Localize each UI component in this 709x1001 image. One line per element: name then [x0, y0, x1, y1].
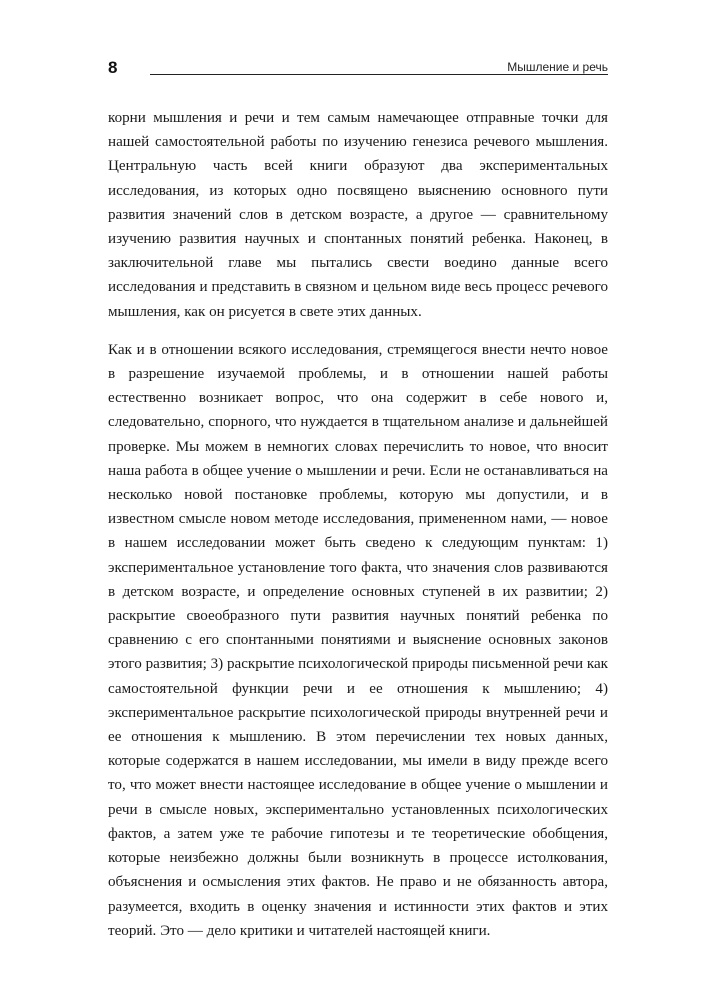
paragraph-2: Как и в отношении всякого исследования, стремящегося внести нечто новое в разрешение изучаемой проблемы, и в отношении нашей работы естественно возникает вопрос, что она содержит в себе нового и, следовательно, спорного, что нуждается в тщательном анализе и дальнейшей проверке. Мы можем в немногих словах перечислить то новое, что вносит наша работа в общее учение о мышлении и речи. Если не останавливаться на несколько новой постановке проблемы, которую мы допустили, и в известном смысле новом методе исследования, примененном нами, — новое в нашем исследовании может быть сведено к следующим пунктам: 1) экспериментальное установление того факта, что значения слов развиваются в детском возрасте, и определение основных ступеней в их развитии; 2) раскрытие своеобразного пути развития научных понятий ребенка по сравнению с его спонтанными понятиями и выяснение основных законов этого развития; 3) раскрытие психологической природы письменной речи как самостоятельной функции речи и ее отношения к мышлению; 4) экспериментальное раскрытие психологической природы внутренней речи и ее отношения к мышлению. В этом перечислении тех новых данных, которые содержатся в нашем исследовании, мы имели в виду прежде всего то, что может внести настоящее исследование в общее учение о мышлении и речи в смысле новых, экспериментально установленных психологических фактов, а затем уже те рабочие гипотезы и те теоретические обобщения, которые неизбежно должны были возникнуть в процессе истолкования, объяснения и осмысления этих фактов. Не право и не обязанность автора, разумеется, входить в оценку значения и истинности этих фактов и этих теорий. Это — дело критики и читателей настоящей книги.	[108, 341, 608, 939]
paragraph-1: корни мышления и речи и тем самым намечающее отправные точки для нашей самостоятельной работы по изучению генезиса речевого мышления. Центральную часть всей книги образуют два экспериментальных исследования, из которых одно посвящено выяснению основного пути развития значений слов в детском возрасте, а другое — сравнительному изучению развития научных и спонтанных понятий ребенка. Наконец, в заключительной главе мы пытались свести воедино данные всего исследования и представить в связном и цельном виде весь процесс речевого мышления, как он рисуется в свете этих данных.	[108, 110, 608, 320]
header-rule	[150, 74, 608, 75]
page-number: 8	[108, 58, 118, 77]
body-text	[108, 106, 608, 943]
running-head: Мышление и речь	[507, 60, 608, 74]
